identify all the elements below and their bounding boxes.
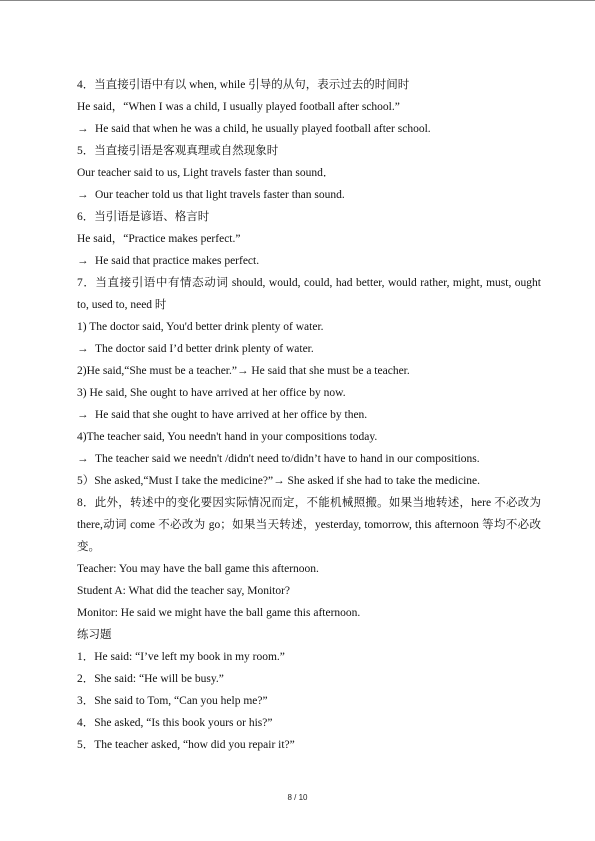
dialogue-line: Student A: What did the teacher say, Monitor? <box>77 585 291 597</box>
converted-sentence: → He said that practice makes perfect. <box>55 250 541 272</box>
converted-sentence: → Our teacher told us that light travels faster than sound. <box>55 184 541 206</box>
exercise-item: 1．He said: “I’ve left my book in my room.” <box>77 651 285 663</box>
arrow-icon: → <box>77 123 89 135</box>
example-sentence: He said，“Practice makes perfect.” <box>77 233 241 245</box>
arrow-icon: → <box>77 343 89 355</box>
converted-sentence: → The doctor said I’d better drink plenty of water. <box>55 338 541 360</box>
arrow-icon: → <box>77 189 89 201</box>
example-sentence: 1) The doctor said, You'd better drink plenty of water. <box>77 321 324 333</box>
document-body <box>55 74 541 756</box>
page-number: 8 / 10 <box>287 793 308 802</box>
arrow-icon: → <box>77 255 89 267</box>
section-paragraph: 8．此外，转述中的变化要因实际情况而定，不能机械照搬。如果当地转述，here 不必改为 there,动词 come 不必改为 go；如果当天转述，yesterday, tomorrow, this afternoon 等均不必改变。 <box>77 497 541 553</box>
example-sentence: Our teacher said to us, Light travels faster than sound． <box>77 167 335 179</box>
example-sentence: 3) He said, She ought to have arrived at her office by now. <box>77 387 346 399</box>
section-heading: 5．当直接引语是客观真理或自然现象时 <box>77 145 279 157</box>
arrow-icon: → <box>77 453 89 465</box>
exercise-heading: 练习题 <box>77 629 112 641</box>
section-heading: 4．当直接引语中有以 when, while 引导的从句，表示过去的时间时 <box>77 79 410 91</box>
arrow-icon: → <box>77 409 89 421</box>
section-heading: 7．当直接引语中有情态动词 should, would, could, had better, would rather, might, must, ought to, used to, need 时 <box>77 277 541 311</box>
dialogue-line: Monitor: He said we might have the ball game this afternoon. <box>77 607 361 619</box>
example-sentence: 4)The teacher said, You needn't hand in your compositions today. <box>77 431 378 443</box>
exercise-item: 4．She asked, “Is this book yours or his?” <box>77 717 273 729</box>
converted-sentence: → He said that when he was a child, he usually played football after school. <box>55 118 541 140</box>
example-sentence: 5）She asked,“Must I take the medicine?”→ She asked if she had to take the medicine. <box>77 475 481 487</box>
converted-sentence: → The teacher said we needn't /didn't need to/didn’t have to hand in our compositions. <box>55 448 541 470</box>
example-sentence: 2)He said,“She must be a teacher.”→ He said that she must be a teacher. <box>77 365 410 377</box>
exercise-item: 3．She said to Tom, “Can you help me?” <box>77 695 268 707</box>
converted-sentence: → He said that she ought to have arrived at her office by then. <box>55 404 541 426</box>
exercise-item: 2．She said: “He will be busy.” <box>77 673 224 685</box>
section-heading: 6．当引语是谚语、格言时 <box>77 211 210 223</box>
exercise-item: 5．The teacher asked, “how did you repair it?” <box>77 739 295 751</box>
example-sentence: He said，“When I was a child, I usually played football after school.” <box>77 101 400 113</box>
dialogue-line: Teacher: You may have the ball game this afternoon. <box>77 563 319 575</box>
top-rule <box>0 0 595 1</box>
